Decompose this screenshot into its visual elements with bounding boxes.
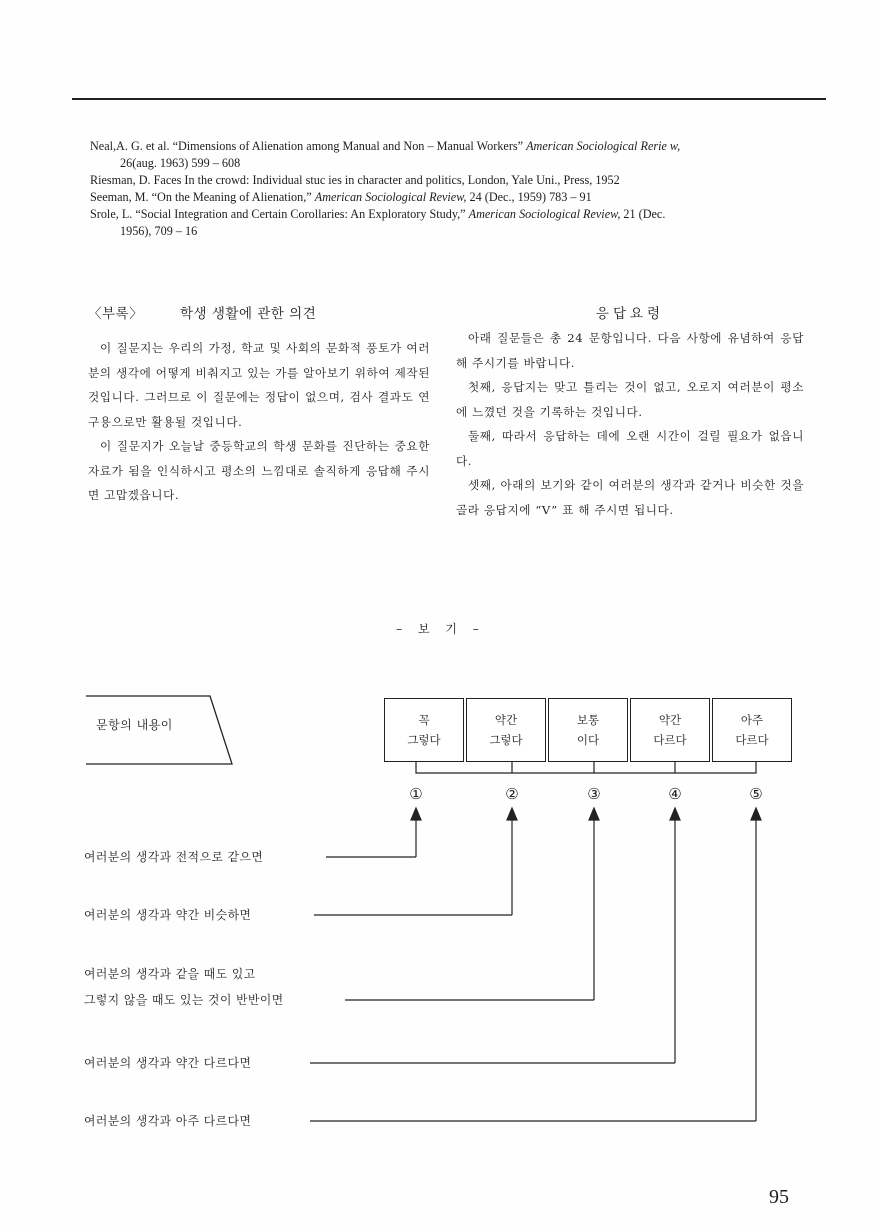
option-number-3: ③	[587, 785, 601, 803]
option-label: 약간 다르다	[653, 713, 687, 747]
reference-tail: 24 (Dec., 1959) 783 – 91	[466, 190, 592, 204]
option-label: 약간 그렇다	[489, 713, 523, 747]
reference-tail: 21 (Dec.	[620, 207, 666, 221]
option-label: 보통 이다	[576, 713, 600, 747]
reference-journal: American Sociological Review,	[468, 207, 621, 221]
explanation-1: 여러분의 생각과 전적으로 같으면	[84, 850, 264, 864]
response-guide-title: 응답요령	[595, 306, 665, 322]
explanation-3a: 여러분의 생각과 같을 때도 있고	[84, 967, 256, 981]
appendix-paragraph: 이 질문지는 우리의 가정, 학교 및 사회의 문화적 풍토가 여러분의 생각에 어떻게 비춰지고 있는 가를 알아보기 위하여 제작된 것입니다. 그러므로 이 질문에는 정답이 없으며, 검사 결과도 연구용으로만 활용될 것입니다.	[88, 341, 430, 429]
option-number-5: ⑤	[749, 785, 763, 803]
appendix-title: 학생 생활에 관한 의견	[180, 306, 317, 322]
option-number-4: ④	[668, 785, 682, 803]
option-box-2	[466, 698, 546, 762]
explanation-2: 여러분의 생각과 약간 비슷하면	[84, 908, 252, 922]
reference-text: Neal,A. G. et al. “Dimensions of Alienation among Manual and Non – Manual Workers”	[90, 139, 527, 153]
reference-continuation: 26(aug. 1963) 599 – 608	[120, 156, 241, 170]
option-label: 아주 다르다	[735, 713, 769, 747]
option-box-1	[384, 698, 464, 762]
guide-paragraph: 아래 질문들은 총 24 문항입니다. 다음 사항에 유념하여 응답해 주시기를 바랍니다.	[456, 331, 804, 370]
option-box-4	[630, 698, 710, 762]
option-box-5	[712, 698, 792, 762]
appendix-paragraph: 이 질문지가 오늘날 중등학교의 학생 문화를 진단하는 중요한 자료가 됨을 인식하시고 평소의 느낌대로 솔직하게 응답해 주시면 고맙겠읍니다.	[88, 439, 430, 502]
example-heading: – 보 기 –	[396, 622, 485, 636]
reference-text: Riesman, D. Faces In the crowd: Individual stuc ies in character and politics, London, Yale Uni., Press, 1952	[90, 173, 620, 187]
reference-text: Seeman, M. “On the Meaning of Alienation,”	[90, 190, 315, 204]
option-box-3	[548, 698, 628, 762]
option-label: 꼭 그렇다	[407, 713, 441, 747]
example-item-label: 문항의 내용이	[96, 718, 173, 732]
reference-text: Srole, L. “Social Integration and Certain Corollaries: An Exploratory Study,”	[90, 207, 469, 221]
page-number: 95	[769, 1186, 789, 1208]
guide-paragraph: 첫째, 응답지는 맞고 틀리는 것이 없고, 오로지 여러분이 평소에 느꼈던 것을 기록하는 것입니다.	[456, 380, 804, 419]
reference-journal: American Sociological Review,	[314, 190, 467, 204]
option-number-1: ①	[409, 785, 423, 803]
explanation-5: 여러분의 생각과 아주 다르다면	[84, 1114, 252, 1128]
appendix-tag: 〈부록〉	[88, 306, 144, 322]
guide-paragraph: 셋째, 아래의 보기와 같이 여러분의 생각과 같거나 비슷한 것을 골라 응답지에 “V” 표 해 주시면 됩니다.	[456, 478, 804, 517]
explanation-4: 여러분의 생각과 약간 다르다면	[84, 1056, 252, 1070]
reference-journal: American Sociological Rerie w,	[526, 139, 681, 153]
option-number-2: ②	[505, 785, 519, 803]
reference-continuation: 1956), 709 – 16	[120, 224, 198, 238]
guide-paragraph: 둘째, 따라서 응답하는 데에 오랜 시간이 걸릴 필요가 없읍니다.	[456, 429, 804, 468]
explanation-3b: 그렇지 않을 때도 있는 것이 반반이면	[84, 993, 284, 1007]
